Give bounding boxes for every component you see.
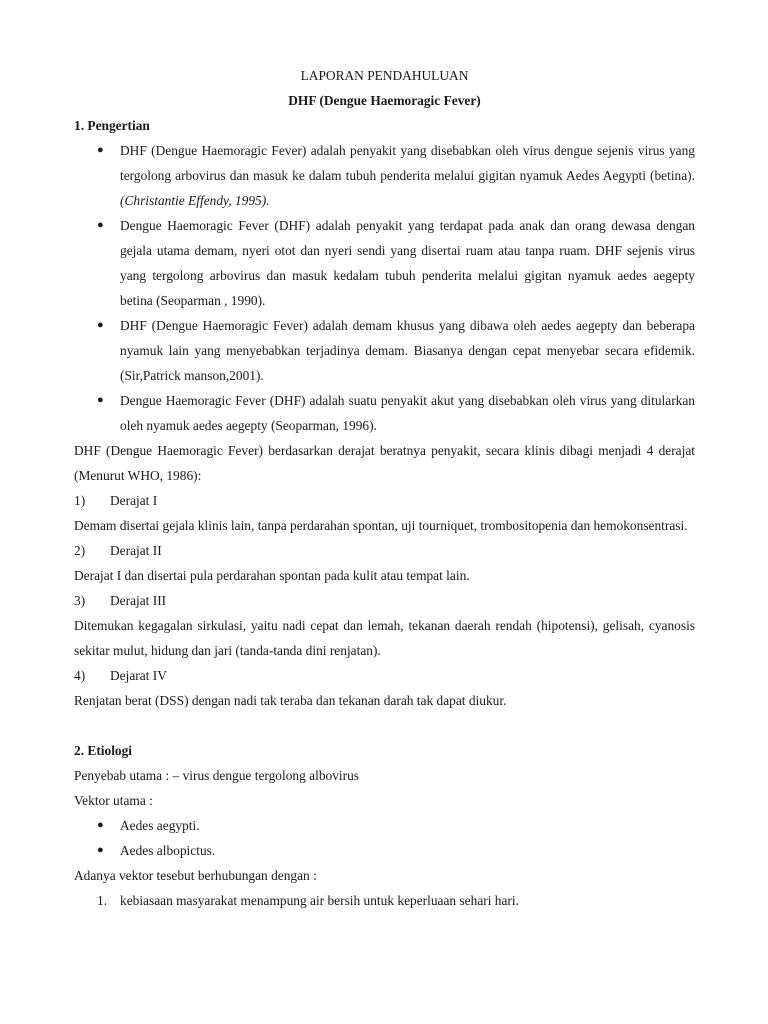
bullet-icon: ● bbox=[97, 394, 104, 406]
grade-label: 3) Derajat III bbox=[74, 593, 167, 608]
vector-label: Vektor utama : bbox=[74, 793, 153, 808]
vector-list bbox=[74, 813, 695, 863]
doc-subtitle: DHF (Dengue Haemoragic Fever) bbox=[288, 93, 481, 108]
grade-description: Ditemukan kegagalan sirkulasi, yaitu nadi cepat dan lemah, tekanan daerah rendah (hipotensi), gelisah, cyanosis sekitar mulut, hidung dan jari (tanda-tanda dini renjatan). bbox=[74, 618, 695, 658]
bullet-icon: ● bbox=[97, 319, 104, 331]
grade-label: 1) Derajat I bbox=[74, 493, 158, 508]
blank-line bbox=[74, 713, 695, 738]
list-item: ● Dengue Haemoragic Fever (DHF) adalah penyakit yang terdapat pada anak dan orang dewasa dengan gejala utama demam, nyeri otot dan nyeri sendi yang disertai ruam atau tanpa ruam. DHF sejenis virus yang tergolong arbovirus dan masuk kedalam tubuh penderita melalui gigitan nyamuk aedes aegepty betina (Seoparman , 1990). bbox=[74, 213, 695, 313]
bullet-icon: ● bbox=[97, 144, 104, 156]
section-heading-etiologi: 2. Etiologi bbox=[74, 743, 133, 758]
list-item: ● Aedes albopictus. bbox=[74, 838, 695, 863]
list-item: 1. kebiasaan masyarakat menampung air bersih untuk keperluaan sehari hari. bbox=[97, 893, 519, 908]
doc-title: LAPORAN PENDAHULUAN bbox=[300, 68, 469, 83]
grade-intro: DHF (Dengue Haemoragic Fever) berdasarkan derajat beratnya penyakit, secara klinis dibagi menjadi 4 derajat (Menurut WHO, 1986): bbox=[74, 443, 695, 483]
grade-description: Demam disertai gejala klinis lain, tanpa perdarahan spontan, uji tourniquet, trombositopenia dan hemokonsentrasi. bbox=[74, 518, 688, 533]
list-item: ● Dengue Haemoragic Fever (DHF) adalah suatu penyakit akut yang disebabkan oleh virus yang ditularkan oleh nyamuk aedes aegepty (Seoparman, 1996). bbox=[74, 388, 695, 438]
association-text: Adanya vektor tesebut berhubungan dengan : bbox=[74, 868, 317, 883]
bullet-icon: ● bbox=[97, 844, 104, 856]
definition-list bbox=[74, 138, 695, 438]
section-heading-pengertian: 1. Pengertian bbox=[74, 118, 150, 133]
grade-label: 4) Dejarat IV bbox=[74, 668, 167, 683]
list-item: ● Aedes aegypti. bbox=[74, 813, 695, 838]
list-item: ● DHF (Dengue Haemoragic Fever) adalah penyakit yang disebabkan oleh virus dengue sejenis virus yang tergolong arbovirus dan masuk ke dalam tubuh penderita melalui gigitan nyamuk Aedes Aegypti (betina). (Christantie Effendy, 1995). bbox=[74, 138, 695, 213]
association-list bbox=[74, 888, 695, 913]
bullet-icon: ● bbox=[97, 819, 104, 831]
grade-label: 2) Derajat II bbox=[74, 543, 162, 558]
grade-description: Renjatan berat (DSS) dengan nadi tak teraba dan tekanan darah tak dapat diukur. bbox=[74, 693, 507, 708]
citation: (Christantie Effendy, 1995). bbox=[120, 193, 270, 208]
bullet-icon: ● bbox=[97, 219, 104, 231]
main-cause: Penyebab utama : – virus dengue tergolong albovirus bbox=[74, 768, 359, 783]
list-item: ● DHF (Dengue Haemoragic Fever) adalah demam khusus yang dibawa oleh aedes aegepty dan beberapa nyamuk lain yang menyebabkan terjadinya demam. Biasanya dengan cepat menyebar secara efidemik. (Sir,Patrick manson,2001). bbox=[74, 313, 695, 388]
grade-description: Derajat I dan disertai pula perdarahan spontan pada kulit atau tempat lain. bbox=[74, 568, 470, 583]
